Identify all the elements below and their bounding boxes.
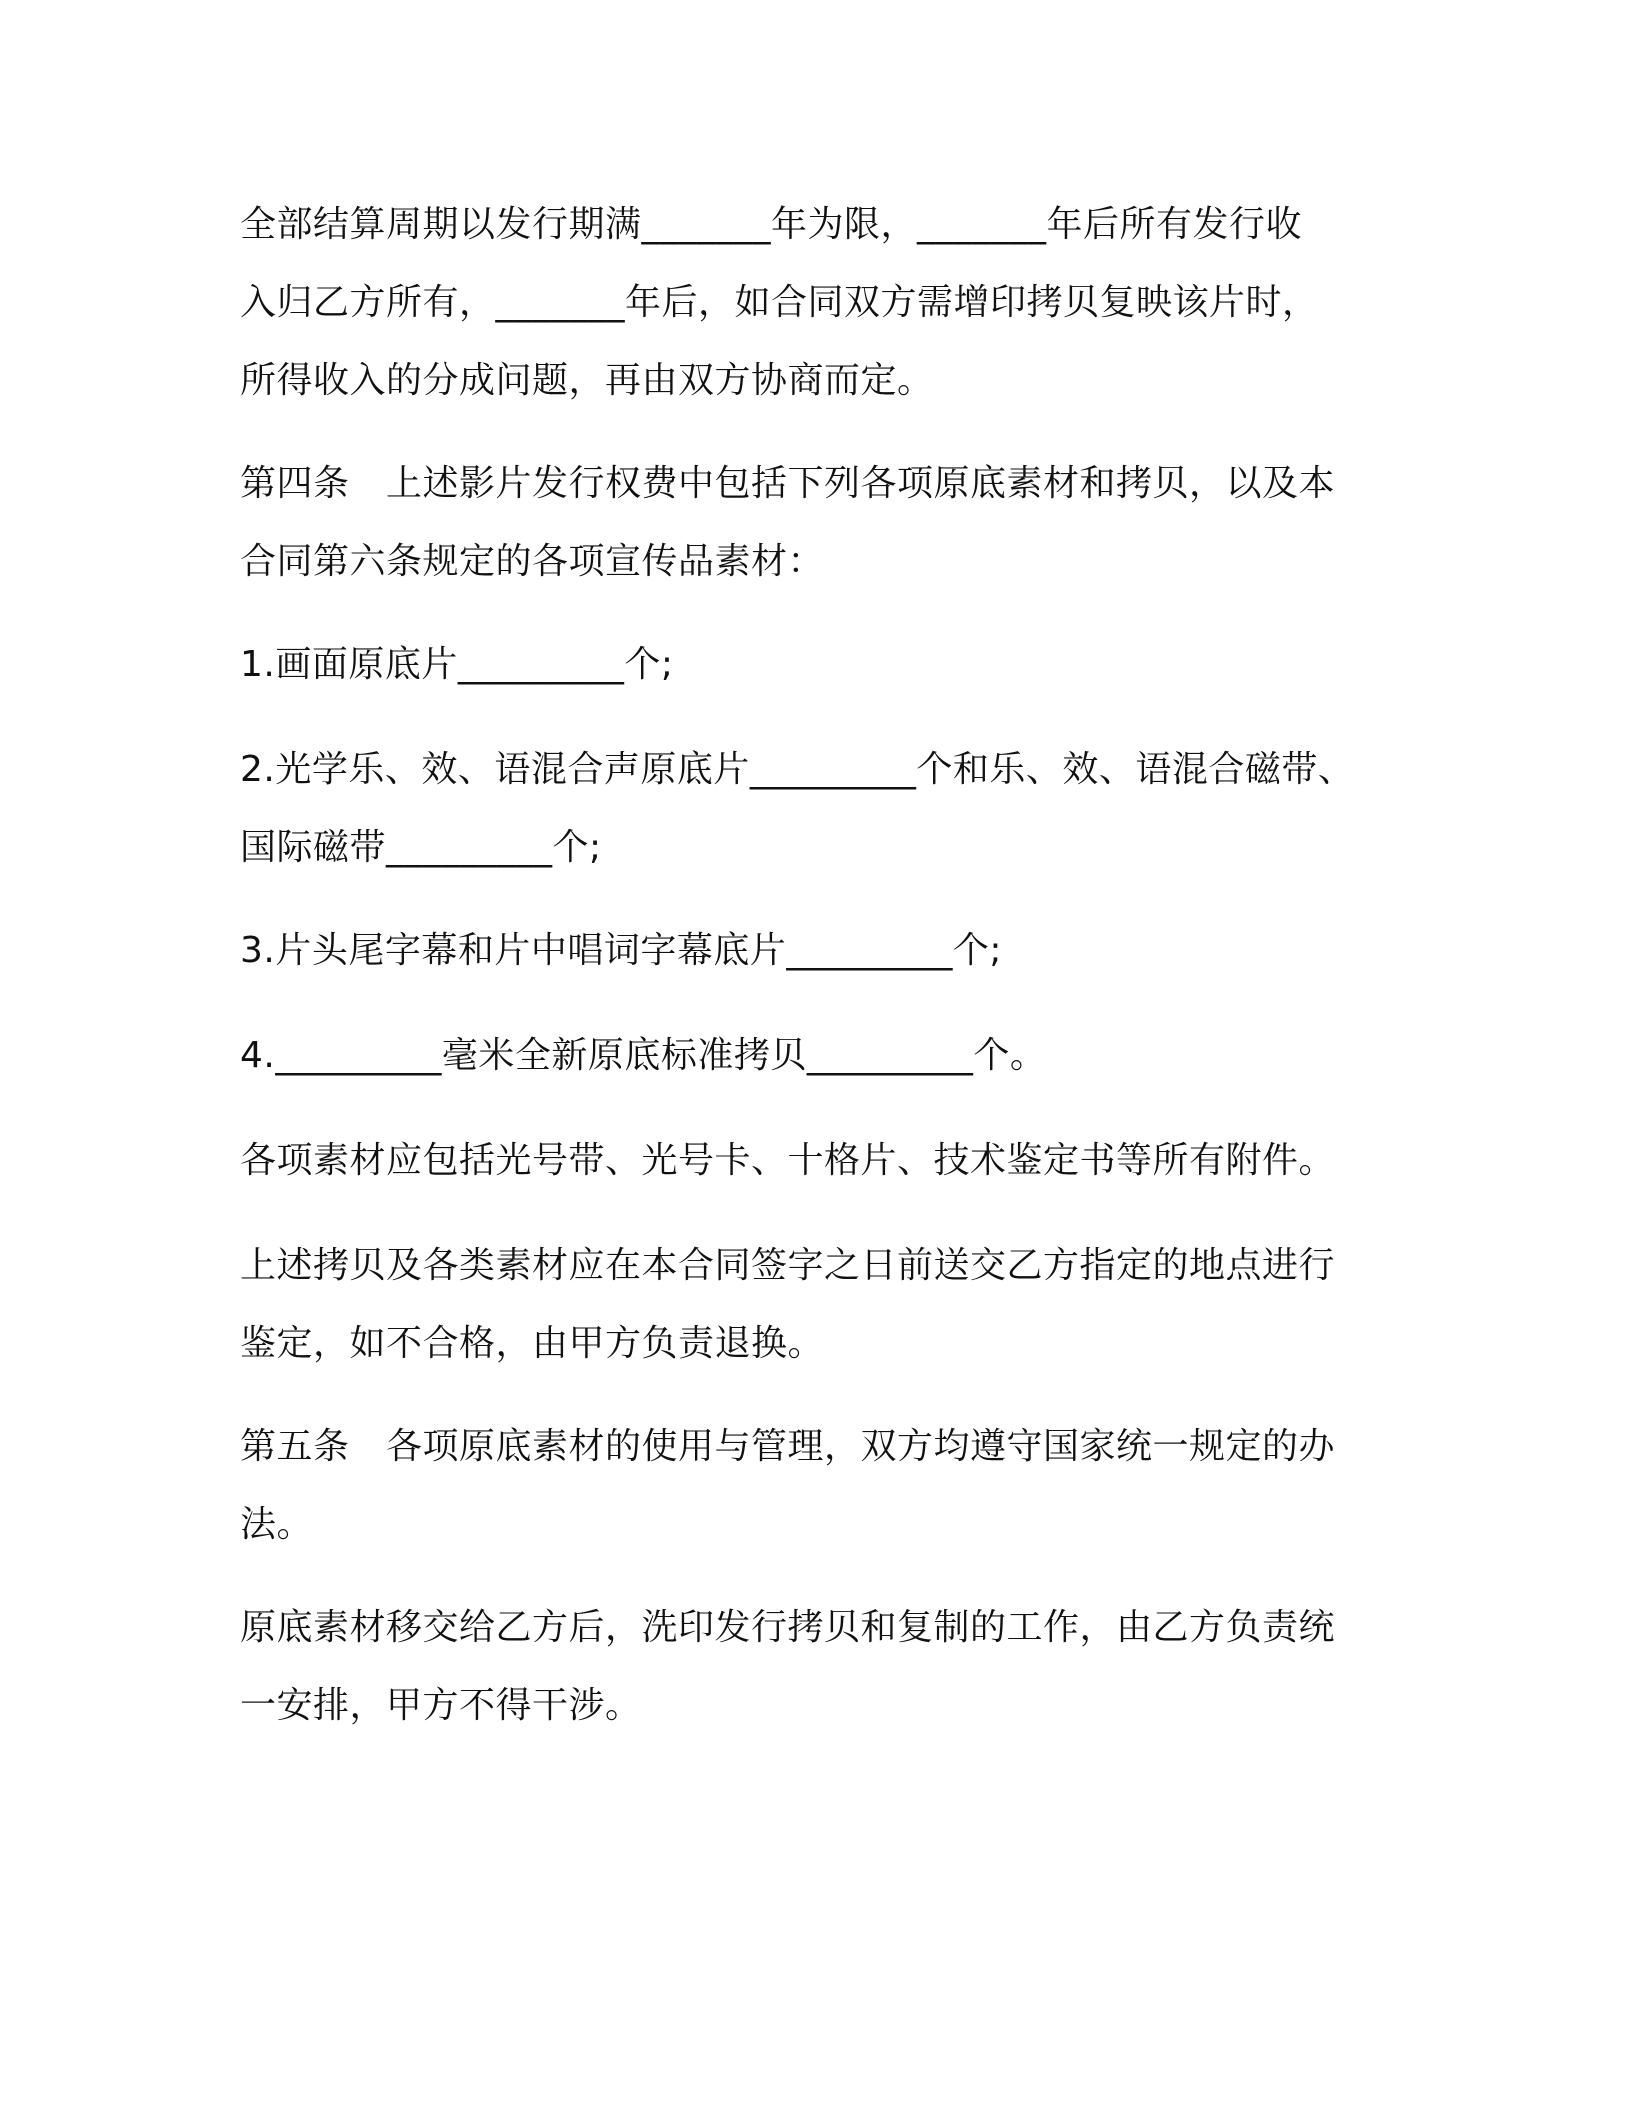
text-line: 鉴定，如不合格，由甲方负责退换。	[240, 1323, 825, 1364]
text-line: 全部结算周期以发行期满_______年为限，_______年后所有发行收	[240, 204, 1303, 245]
text-line: 合同第六条规定的各项宣传品素材：	[240, 541, 825, 582]
text-line: 3.片头尾字幕和片中唱词字幕底片_________个;	[240, 930, 1002, 971]
text-line: 1.画面原底片_________个;	[240, 644, 674, 685]
text-line: 入归乙方所有，_______年后，如合同双方需增印拷贝复映该片时，	[240, 282, 1319, 323]
paragraph-article-five	[240, 1408, 1380, 1564]
list-item-2	[240, 731, 1380, 887]
text-line: 各项素材应包括光号带、光号卡、十格片、技术鉴定书等所有附件。	[240, 1140, 1336, 1181]
document-body	[240, 186, 1380, 1770]
paragraph-transfer	[240, 1589, 1380, 1745]
list-item-1	[240, 626, 1380, 704]
text-line: 所得收入的分成问题，再由双方协商而定。	[240, 360, 934, 401]
paragraph-settlement-period	[240, 186, 1380, 420]
text-line: 国际磁带_________个;	[240, 827, 602, 868]
paragraph-attachments	[240, 1122, 1380, 1200]
text-line: 第四条 上述影片发行权费中包括下列各项原底素材和拷贝，以及本	[240, 463, 1336, 504]
text-line: 一安排，甲方不得干涉。	[240, 1685, 642, 1726]
paragraph-article-four	[240, 445, 1380, 601]
list-item-3	[240, 912, 1380, 990]
text-line: 4._________毫米全新原底标准拷贝_________个。	[240, 1035, 1047, 1076]
text-line: 法。	[240, 1504, 314, 1545]
list-item-4	[240, 1017, 1380, 1095]
paragraph-delivery	[240, 1227, 1380, 1383]
text-line: 2.光学乐、效、语混合声原底片_________个和乐、效、语混合磁带、	[240, 749, 1355, 790]
text-line: 上述拷贝及各类素材应在本合同签字之日前送交乙方指定的地点进行	[240, 1245, 1336, 1286]
text-line: 原底素材移交给乙方后，洗印发行拷贝和复制的工作，由乙方负责统	[240, 1607, 1336, 1648]
text-line: 第五条 各项原底素材的使用与管理，双方均遵守国家统一规定的办	[240, 1426, 1336, 1467]
